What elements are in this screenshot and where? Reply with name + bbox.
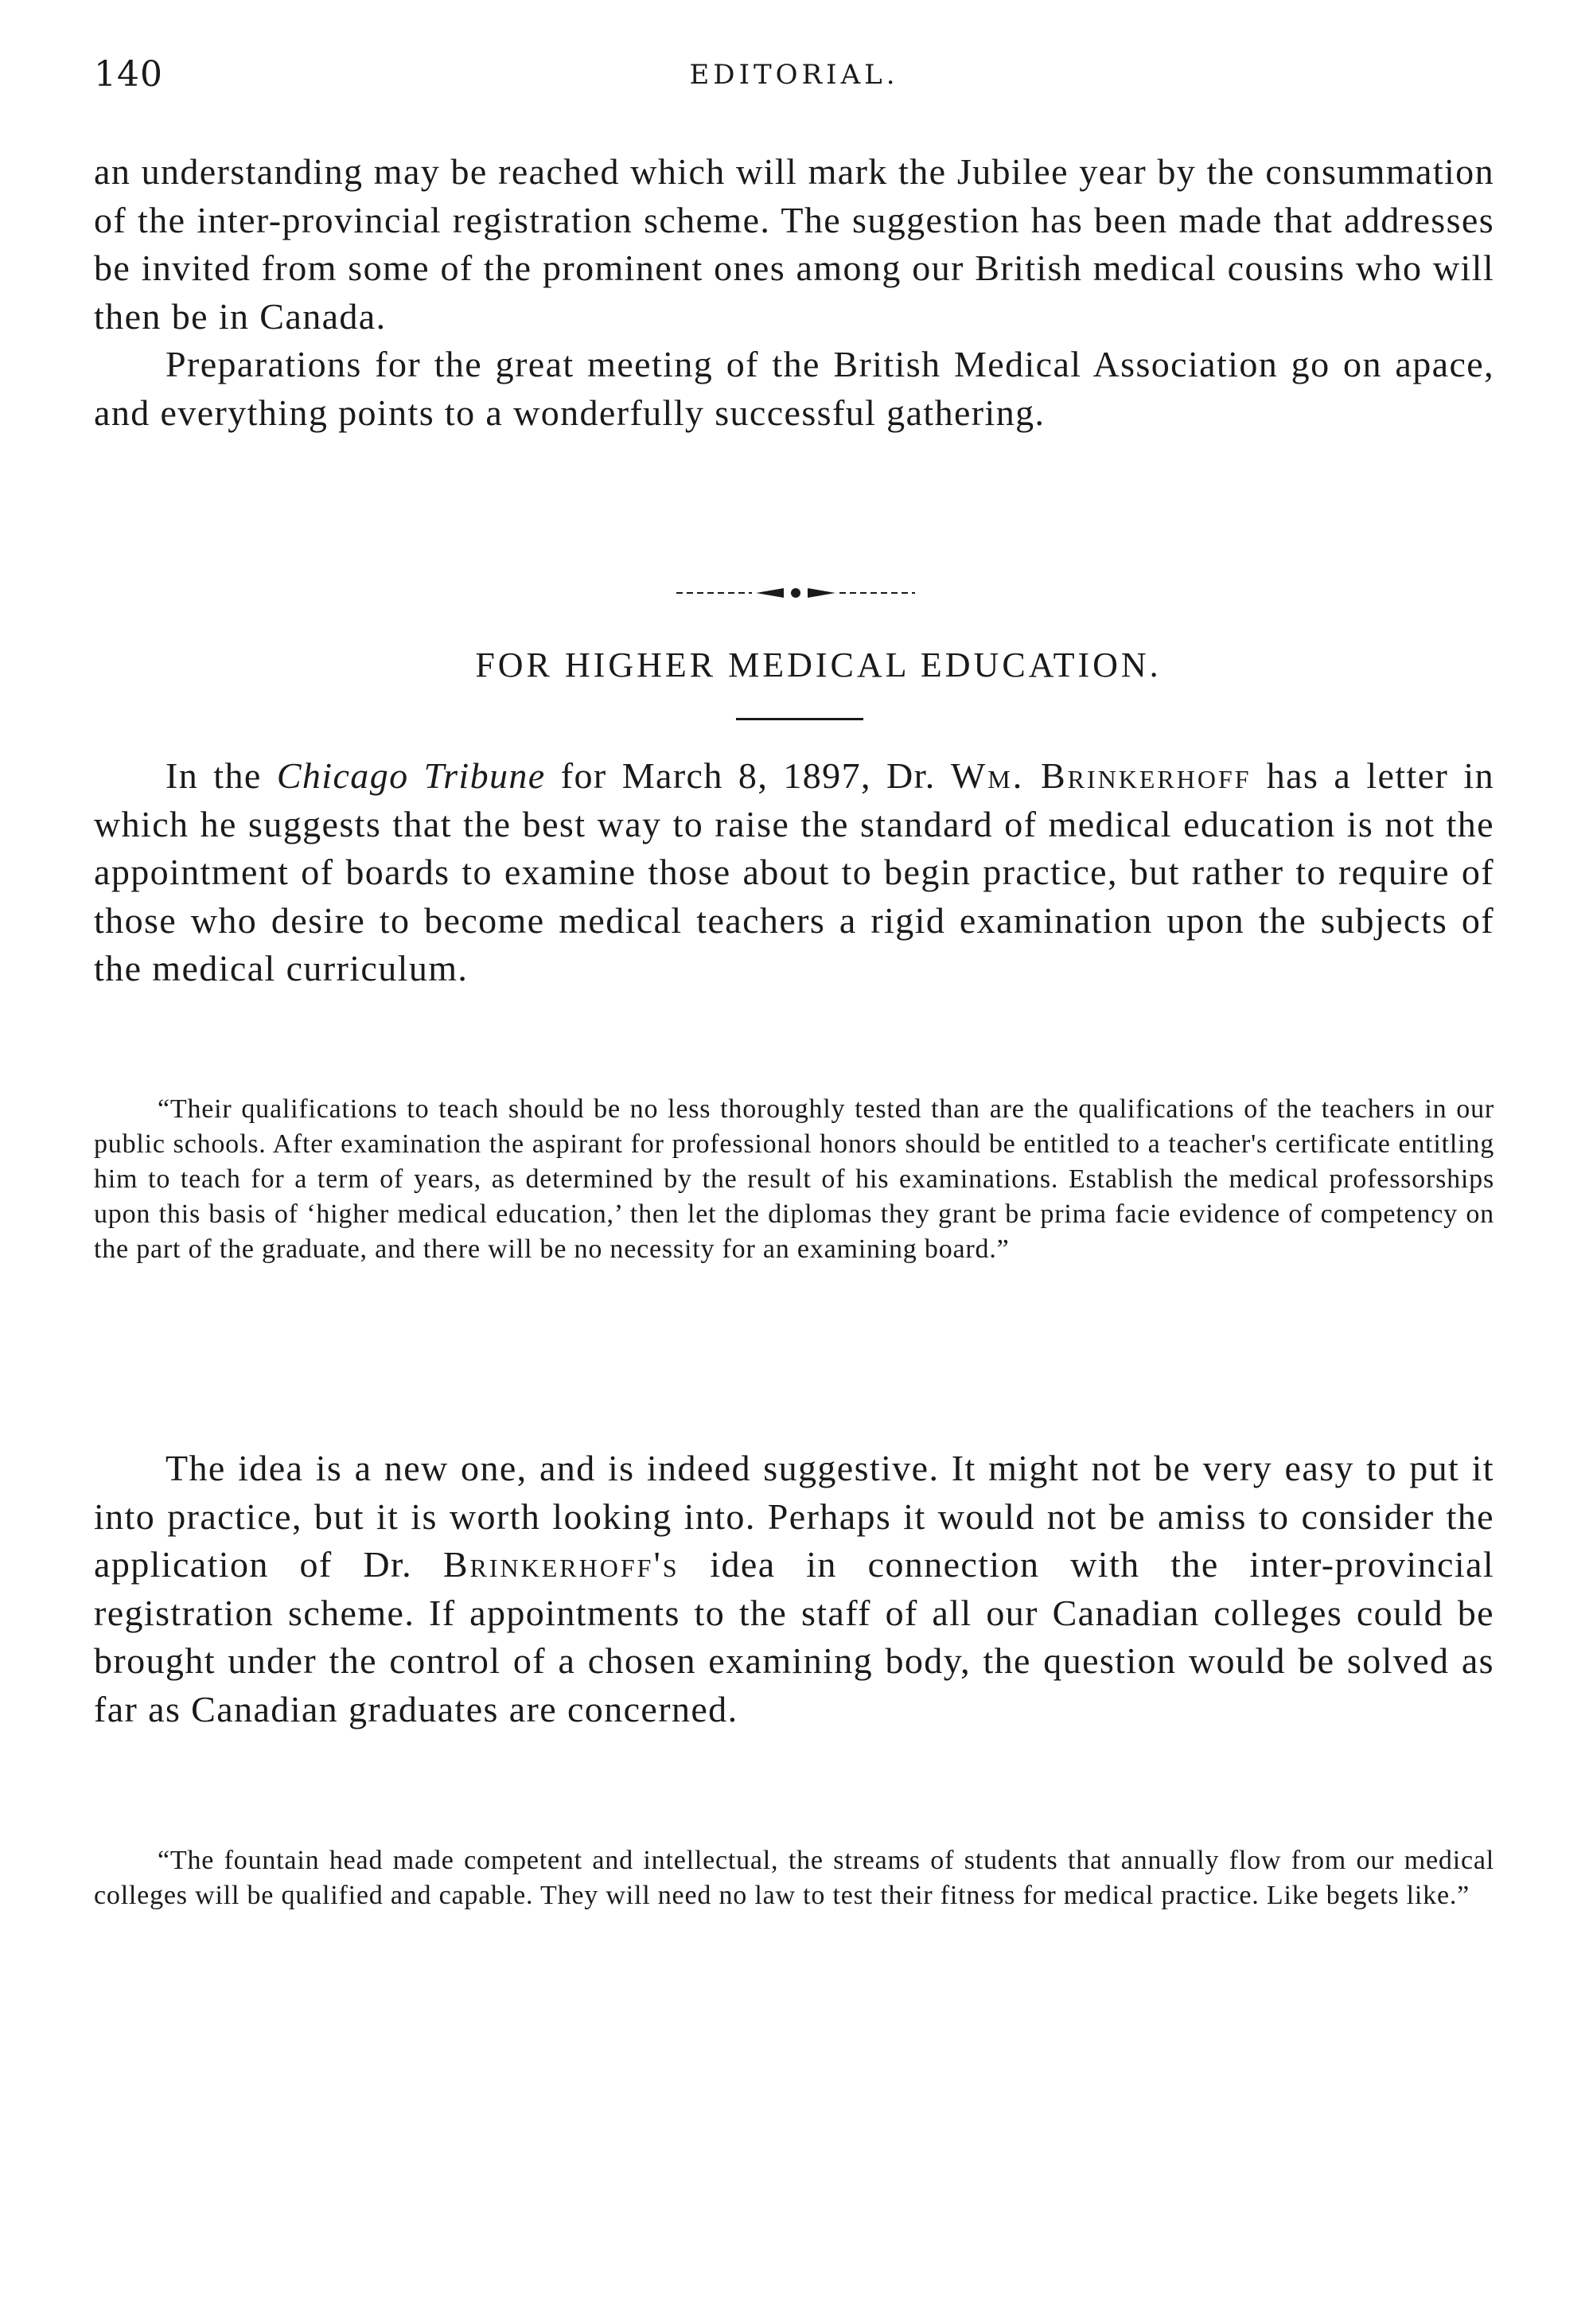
suggestion-paragraph (94, 1445, 1494, 1733)
preparations-paragraph: Preparations for the great meeting of the British Medical Association go on apace, and everything points to a wonderfully successful gathering. (94, 344, 1494, 433)
intro-paragraph: an understanding may be reached which will mark the Jubilee year by the consummation of the inter-provincial registration scheme. The suggestion has been made that addresses be invited from some of the prominent ones among our British medical cousins who will then be in Canada. (94, 151, 1494, 337)
first-quotation-block (94, 1092, 1494, 1267)
tribune-paragraph-text-c: has a letter in which he suggests that the best way to raise the standard of medical education is not the appointment of boards to examine those about to begin practice, but rather to require of those who desire to become medical teachers a rigid examination upon the subjects of the medical curriculum. (94, 755, 1494, 988)
newspaper-title: Chicago Tribune (276, 755, 546, 796)
intro-block (94, 148, 1494, 437)
tribune-paragraph (94, 752, 1494, 993)
tribune-paragraph-text-b: for March 8, 1897, Dr. (545, 755, 951, 796)
section-heading: FOR HIGHER MEDICAL EDUCATION. (475, 645, 1162, 684)
running-head (94, 54, 1494, 102)
suggestion-paragraph-text-a: The idea is a new one, and is indeed suggestive. It might not be very easy to put it into practice, but it is worth looking into. Perhaps it would not be amiss to consider the application of Dr. (94, 1448, 1494, 1585)
ornament-rule-icon (676, 581, 915, 605)
page-number: 140 (94, 54, 163, 95)
section-body-upper (94, 752, 1494, 993)
author-name-possessive: Brinkerhoff's (442, 1544, 680, 1585)
suggestion-paragraph-text-b: idea in connection with the inter-provincial registration scheme. If appointments to the staff of all our Canadian colleges could be brought under the control of a chosen examining body, the question would be solved as far as Canadian graduates are concerned. (94, 1544, 1495, 1729)
author-name: Wm. Brinkerhoff (950, 755, 1252, 796)
section-ornament (0, 581, 1589, 605)
first-quotation: “Their qualifications to teach should be no less thoroughly tested than are the qualifications of the teachers in our public schools. After examination the aspirant for professional honors should be entitled to a teacher's certificate entitling him to teach for a term of years, as determined by the result of his examinations. Establish the medical professorships upon this basis of ‘higher medical education,’ then let the diplomas they grant be prima facie evidence of competency on the part of the graduate, and there will be no necessity for an examining board.” (94, 1094, 1494, 1264)
section-body-lower (94, 1445, 1494, 1733)
tribune-paragraph-text-a: In the (166, 755, 277, 796)
running-title: EDITORIAL. (689, 59, 899, 91)
second-quotation: “The fountain head made competent and intellectual, the streams of students that annually flow from our medical colleges will be qualified and capable. They will need no law to test their fitness for medical practice. Like begets like.” (94, 1846, 1494, 1910)
heading-rule (736, 718, 863, 720)
second-quotation-block (94, 1843, 1494, 1913)
